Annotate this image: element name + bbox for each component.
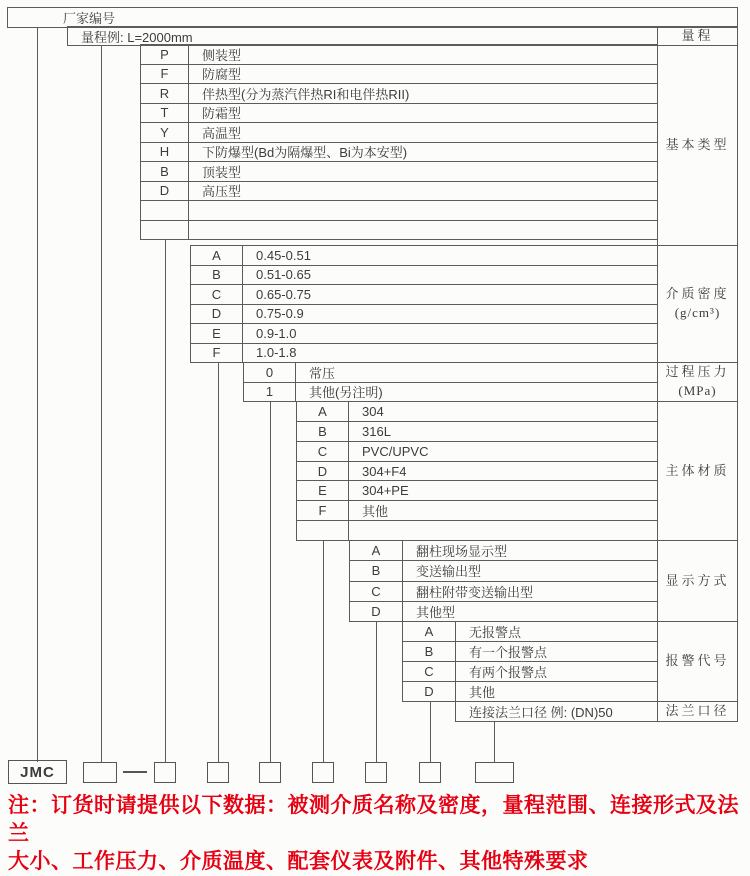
table-row	[403, 622, 657, 641]
table-row	[191, 343, 657, 363]
description-cell: 0.65-0.75	[256, 286, 311, 302]
description-cell: 常压	[309, 365, 336, 381]
manufacturer-code-label: 厂家编号	[63, 11, 116, 26]
range-example-label: 量程例: L=2000mm	[81, 29, 193, 45]
table-row	[141, 200, 657, 220]
category-label-basic-type: 基本类型	[657, 45, 738, 246]
code-cell: H	[141, 143, 189, 162]
description-cell: 翻柱附带变送输出型	[416, 584, 534, 600]
description-cell	[189, 201, 657, 220]
code-cell: P	[141, 45, 189, 64]
description-cell: 无报警点	[469, 625, 522, 640]
description-cell: 侧装型	[202, 47, 242, 63]
code-cell: A	[191, 246, 243, 265]
description-cell: 其他	[469, 685, 496, 700]
description-cell: 有一个报警点	[469, 645, 548, 660]
separator-dash	[123, 771, 147, 773]
connector-line	[323, 540, 324, 763]
selection-table-display-mode	[349, 540, 658, 622]
category-label-medium-density: 介质密度 (g/cm³)	[657, 245, 738, 363]
code-cell: B	[297, 422, 349, 441]
order-note	[8, 792, 745, 876]
table-row	[456, 702, 657, 721]
description-cell: 翻柱现场显示型	[416, 544, 508, 560]
table-row	[191, 284, 657, 304]
table-row	[297, 480, 657, 500]
table-row	[191, 246, 657, 265]
code-cell: B	[403, 642, 456, 661]
table-row	[141, 142, 657, 162]
code-box-basic-type	[154, 762, 176, 783]
description-cell	[349, 521, 657, 540]
table-row	[297, 520, 657, 540]
category-label-process-pressure: 过程压力 (MPa)	[657, 362, 738, 402]
selection-table-medium-density	[190, 245, 658, 363]
code-cell: 0	[244, 363, 296, 382]
code-cell: R	[141, 84, 189, 103]
code-cell: B	[350, 561, 403, 580]
table-row	[403, 661, 657, 681]
code-cell: C	[297, 442, 349, 461]
model-prefix-box: JMC	[8, 760, 67, 784]
code-cell: 1	[244, 383, 296, 402]
description-cell: 变送输出型	[416, 564, 482, 580]
description-cell: 304+PE	[362, 483, 409, 499]
code-box-flange-size	[475, 762, 514, 783]
connector-line	[494, 721, 495, 763]
table-row	[141, 161, 657, 181]
connector-line	[165, 240, 166, 763]
description-cell	[189, 221, 657, 240]
table-row	[141, 45, 657, 64]
table-row	[141, 220, 657, 240]
selection-table-flange-size	[455, 701, 658, 722]
table-row	[244, 363, 657, 382]
description-cell: 有两个报警点	[469, 665, 548, 680]
description-cell: 其他型	[416, 604, 456, 620]
category-label-range: 量程	[657, 26, 738, 46]
category-label-alarm-code: 报警代号	[657, 621, 738, 702]
code-cell: A	[403, 622, 456, 641]
code-cell: E	[297, 481, 349, 500]
description-cell: 下防爆型(Bd为隔爆型、Bi为本安型)	[202, 145, 408, 161]
description-cell: 316L	[362, 423, 391, 439]
description-cell: 其他(另注明)	[309, 385, 383, 401]
code-cell: D	[191, 305, 243, 324]
table-row	[297, 461, 657, 481]
table-row	[141, 83, 657, 103]
description-cell: 其他	[362, 504, 389, 520]
code-cell: D	[350, 602, 403, 621]
table-row	[191, 323, 657, 343]
connector-line	[430, 701, 431, 763]
code-cell: D	[403, 682, 456, 701]
table-row	[297, 402, 657, 421]
connector-line	[101, 45, 102, 763]
code-cell: C	[191, 285, 243, 304]
table-row	[191, 265, 657, 285]
description-cell: 304	[362, 403, 384, 419]
description-cell: 0.9-1.0	[256, 325, 297, 341]
code-cell	[141, 201, 189, 220]
range-row	[67, 26, 658, 46]
description-cell: 高温型	[202, 125, 242, 141]
code-cell: F	[191, 344, 243, 363]
code-cell: C	[350, 582, 403, 601]
selection-table-process-pressure	[243, 362, 658, 402]
description-cell: 0.75-0.9	[256, 306, 304, 322]
connector-line	[270, 401, 271, 763]
table-row	[350, 581, 657, 601]
connector-line	[37, 27, 38, 762]
code-cell	[297, 521, 349, 540]
description-cell: 高压型	[202, 184, 242, 200]
code-cell: E	[191, 324, 243, 343]
table-row	[403, 641, 657, 661]
table-row	[191, 304, 657, 324]
table-row	[297, 421, 657, 441]
order-note-line1: 注：订货时请提供以下数据：被测介质名称及密度，量程范围、连接形式及法兰	[8, 794, 739, 845]
code-cell: D	[297, 462, 349, 481]
selection-table-body-material	[296, 401, 658, 541]
code-box-medium-density	[207, 762, 229, 783]
connector-line	[218, 362, 219, 763]
table-row	[350, 560, 657, 580]
code-cell: C	[403, 662, 456, 681]
table-row	[141, 103, 657, 123]
table-row	[244, 382, 657, 402]
table-row	[350, 601, 657, 621]
description-cell: 0.45-0.51	[256, 247, 311, 263]
code-box-alarm-code	[419, 762, 441, 783]
description-cell: 防霜型	[202, 106, 242, 122]
table-row	[350, 541, 657, 560]
code-cell: T	[141, 104, 189, 123]
code-cell	[141, 221, 189, 240]
description-cell: PVC/UPVC	[362, 443, 429, 459]
selection-table-basic-type	[140, 44, 658, 240]
table-row	[403, 681, 657, 701]
order-note-line2: 大小、工作压力、介质温度、配套仪表及附件、其他特殊要求	[8, 849, 589, 873]
description-cell: 连接法兰口径 例: (DN)50	[469, 705, 613, 720]
table-row	[141, 64, 657, 84]
code-cell: D	[141, 182, 189, 201]
code-cell: B	[191, 266, 243, 285]
category-label-display-mode: 显示方式	[657, 540, 738, 622]
table-row	[297, 441, 657, 461]
description-cell: 1.0-1.8	[256, 345, 297, 361]
code-box-range	[83, 762, 117, 783]
category-label-flange-size: 法兰口径	[657, 701, 738, 722]
code-box-body-material	[312, 762, 334, 783]
code-cell: A	[297, 402, 349, 421]
description-cell: 0.51-0.65	[256, 267, 311, 283]
code-cell: F	[297, 501, 349, 520]
manufacturer-code-row	[7, 7, 738, 28]
description-cell: 304+F4	[362, 463, 407, 479]
category-label-body-material: 主体材质	[657, 401, 738, 541]
code-box-display-mode	[365, 762, 387, 783]
code-cell: Y	[141, 123, 189, 142]
code-cell: B	[141, 162, 189, 181]
code-cell: A	[350, 541, 403, 560]
description-cell: 伴热型(分为蒸汽伴热RI和电伴热RII)	[202, 86, 410, 102]
description-cell: 顶装型	[202, 164, 242, 180]
table-row	[141, 122, 657, 142]
description-cell: 防腐型	[202, 67, 242, 83]
code-cell: F	[141, 65, 189, 84]
selection-table-alarm-code	[402, 621, 658, 702]
code-box-process-pressure	[259, 762, 281, 783]
table-row	[297, 500, 657, 520]
connector-line	[376, 621, 377, 763]
table-row	[141, 181, 657, 201]
